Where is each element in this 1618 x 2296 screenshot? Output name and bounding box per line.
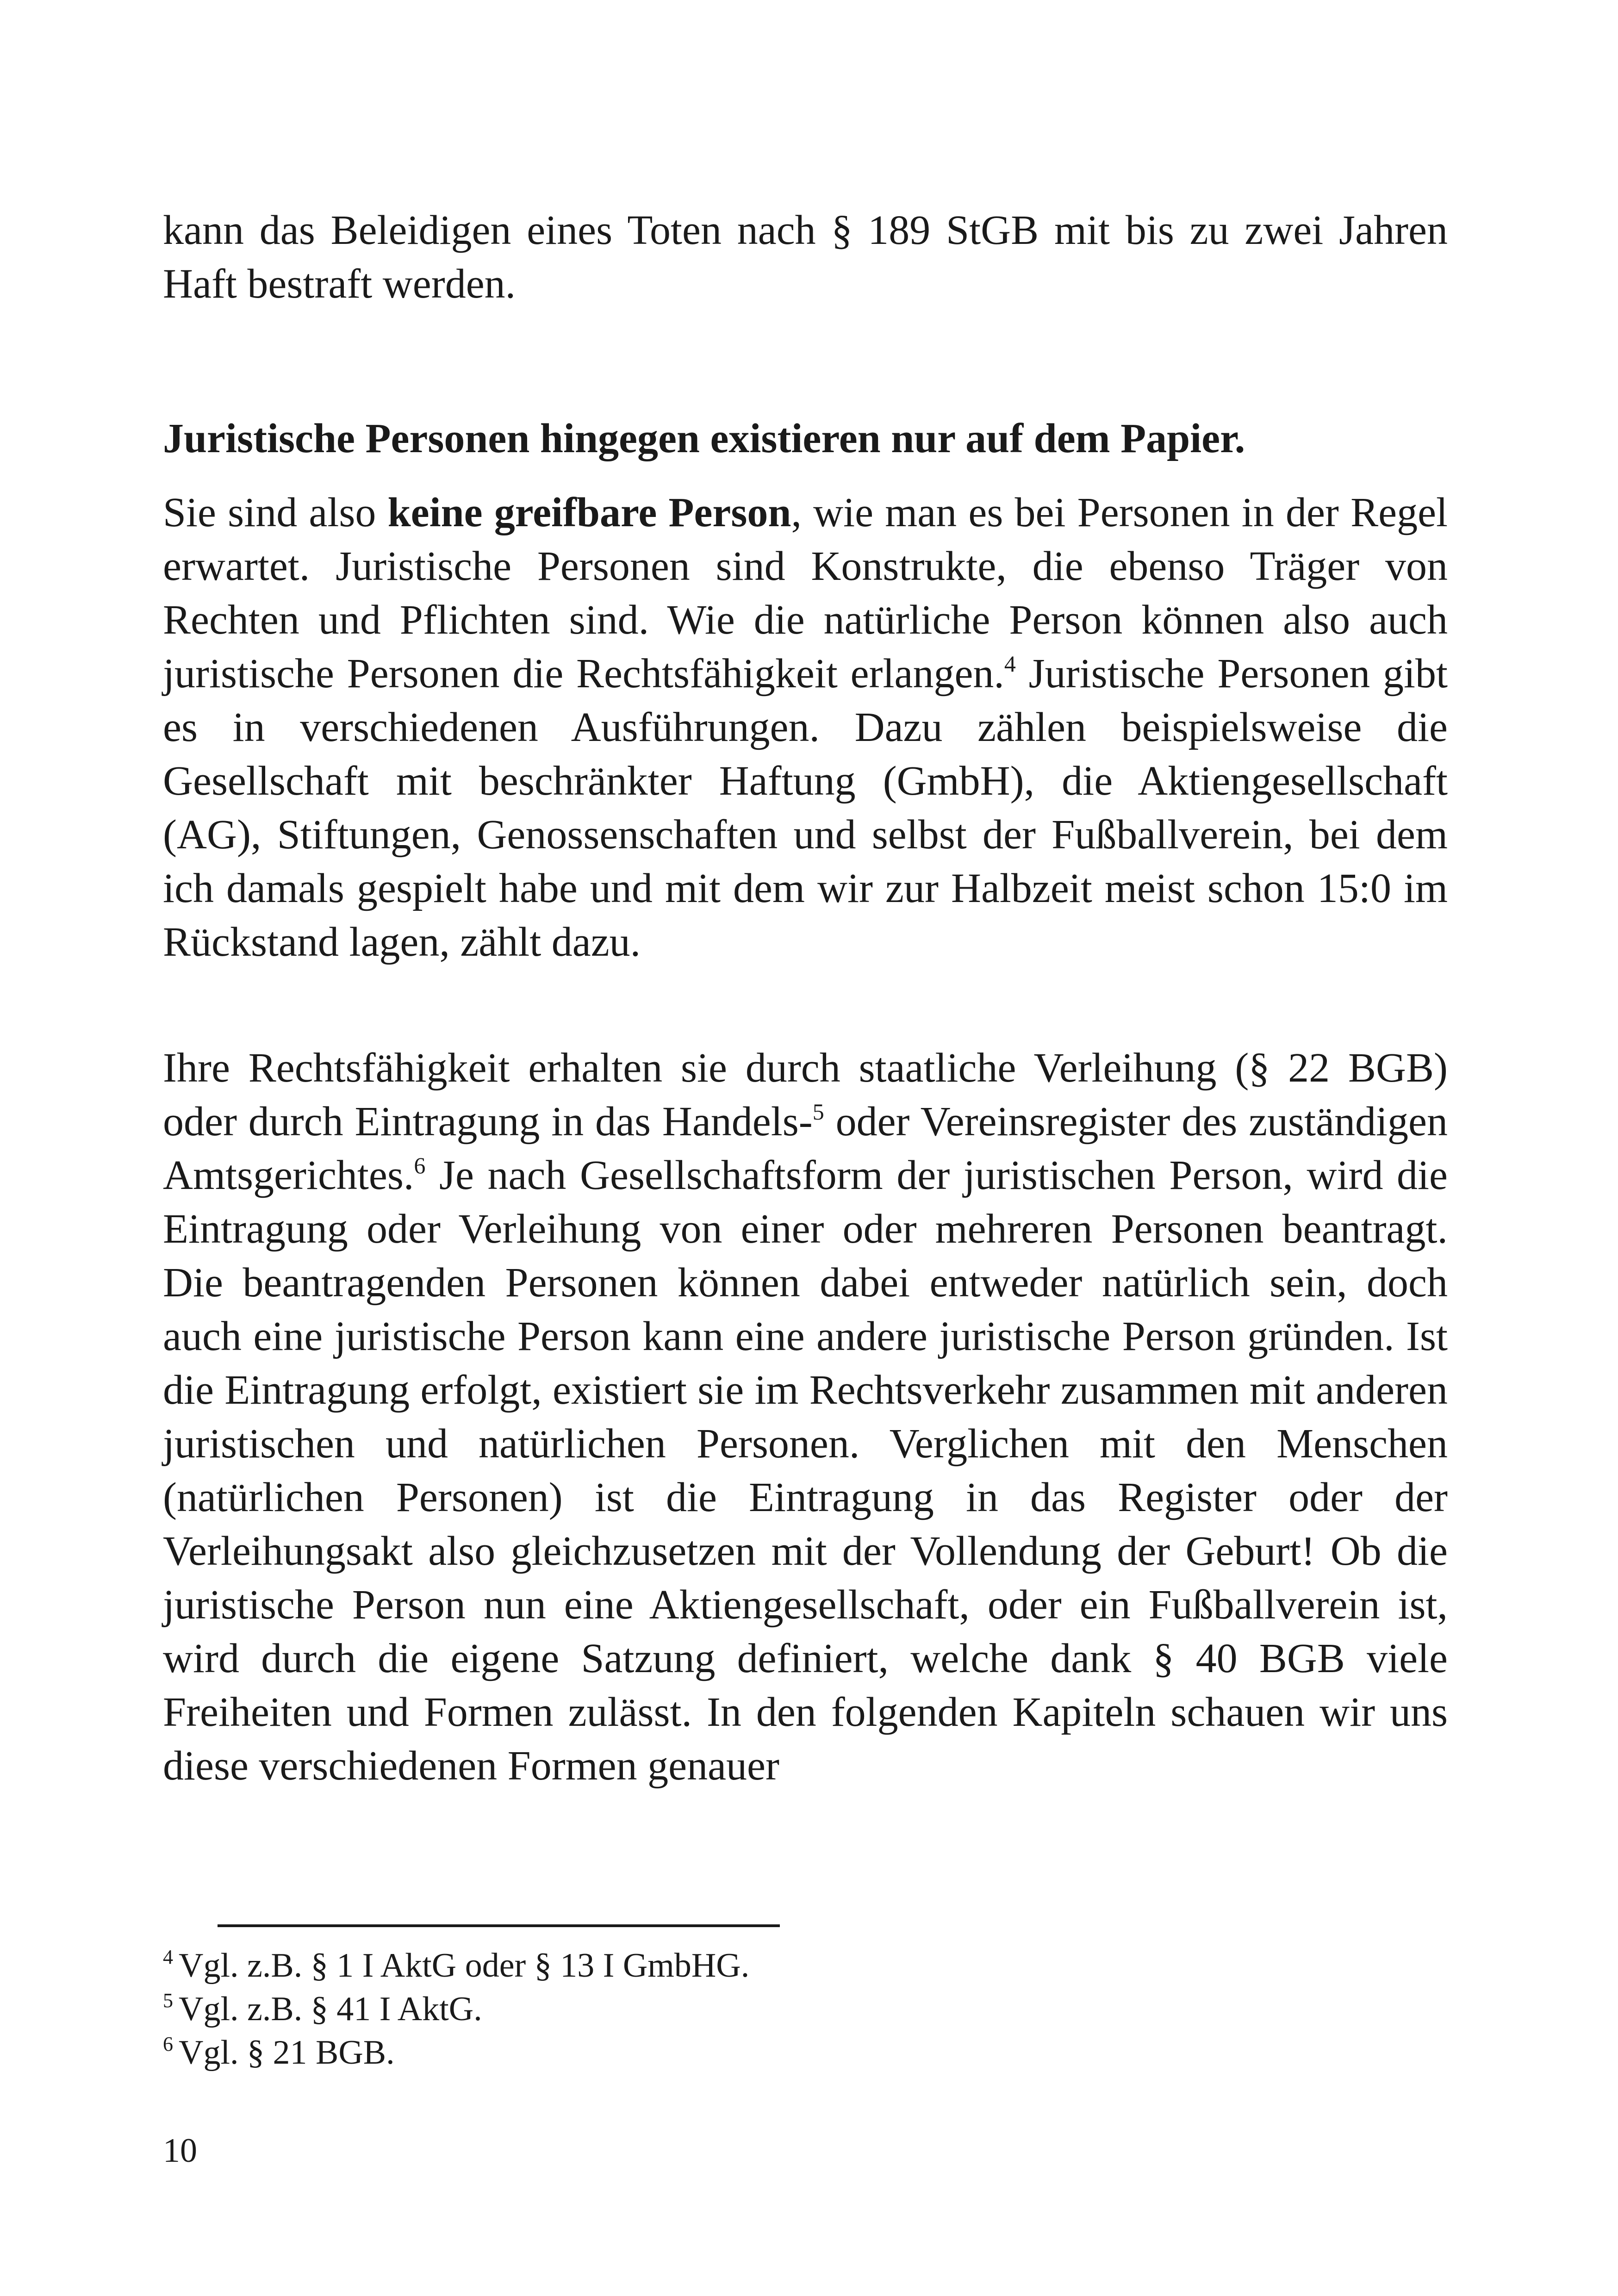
page-number: 10 xyxy=(163,2132,197,2170)
footnote-number: 6 xyxy=(163,2033,173,2055)
paragraph-2-text xyxy=(163,1041,1448,1793)
paragraph-1-text xyxy=(163,486,1448,969)
footnote-text: Vgl. § 21 BGB. xyxy=(179,2034,395,2072)
footnotes xyxy=(163,1944,1448,2074)
paragraph-1-middle: , wie man es bei Personen in der Regel erwartet. Juristische Personen sind Konstrukte, die ebenso Träger von Rechten und Pflichten sind. Wie die natürliche Person können also auch juristische Personen die Rechtsfähigkeit erlangen. xyxy=(163,490,1448,697)
footnote-text: Vgl. z.B. § 1 I AktG oder § 13 I GmbHG. xyxy=(179,1947,750,1985)
intro-paragraph xyxy=(163,204,1448,311)
paragraph-2-mid: oder Vereinsregister des zuständigen Amtsgerichtes. xyxy=(163,1099,1448,1198)
body-paragraph-2 xyxy=(163,1041,1448,1793)
paragraph-1-start: Sie sind also xyxy=(163,490,388,535)
paragraph-2-end: Je nach Gesellschaftsform der juristischen Person, wird die Eintragung oder Verleihung von einer oder mehreren Personen beantragt. Die beantragenden Personen können dabei entweder natürlich sein, doch auch eine juristische Person kann eine andere juristische Person gründen. Ist die Eintragung erfolgt, existiert sie im Rechtsverkehr zusammen mit anderen juristischen und natürlichen Personen. Verglichen mit den Menschen (natürlichen Personen) ist die Eintragung in das Register oder der Verleihungsakt also gleichzusetzen mit der Vollendung der Geburt! Ob die juristische Person nun eine Aktiengesellschaft, oder ein Fußballverein ist, wird durch die eigene Satzung definiert, welche dank § 40 BGB viele Freiheiten und Formen zulässt. In den folgenden Kapiteln schauen wir uns diese verschiedenen Formen genauer xyxy=(163,1152,1448,1789)
section-heading xyxy=(163,412,1448,466)
footnote-ref-5: 5 xyxy=(812,1099,824,1125)
footnote-4 xyxy=(163,1944,1448,1987)
paragraph-2-start: Ihre Rechtsfähigkeit erhalten sie durch staatliche Verleihung (§ 22 BGB) oder durch Eintragung in das Handels- xyxy=(163,1045,1448,1145)
footnote-6 xyxy=(163,2031,1448,2074)
footnote-separator xyxy=(218,1924,780,1927)
footnote-text: Vgl. z.B. § 41 I AktG. xyxy=(179,1990,482,2028)
body-paragraph-1 xyxy=(163,486,1448,969)
footnote-number: 4 xyxy=(163,1946,173,1968)
footnote-5 xyxy=(163,1987,1448,2031)
intro-text: kann das Beleidigen eines Toten nach § 189 StGB mit bis zu zwei Jahren Haft bestraft werden. xyxy=(163,207,1448,307)
heading-text: Juristische Personen hingegen existieren nur auf dem Papier. xyxy=(163,416,1245,461)
footnote-ref-6: 6 xyxy=(414,1152,426,1178)
paragraph-1-end: Juristische Personen gibt es in verschiedenen Ausführungen. Dazu zählen beispielsweise die Gesellschaft mit beschränkter Haftung (GmbH), die Aktiengesellschaft (AG), Stiftungen, Genossenschaften und selbst der Fußballverein, bei dem ich damals gespielt habe und mit dem wir zur Halbzeit meist schon 15:0 im Rückstand lagen, zählt dazu. xyxy=(163,651,1448,965)
footnote-number: 5 xyxy=(163,1989,173,2012)
paragraph-1-bold: keine greifbare Person xyxy=(387,490,791,535)
footnote-ref-4: 4 xyxy=(1004,651,1016,677)
